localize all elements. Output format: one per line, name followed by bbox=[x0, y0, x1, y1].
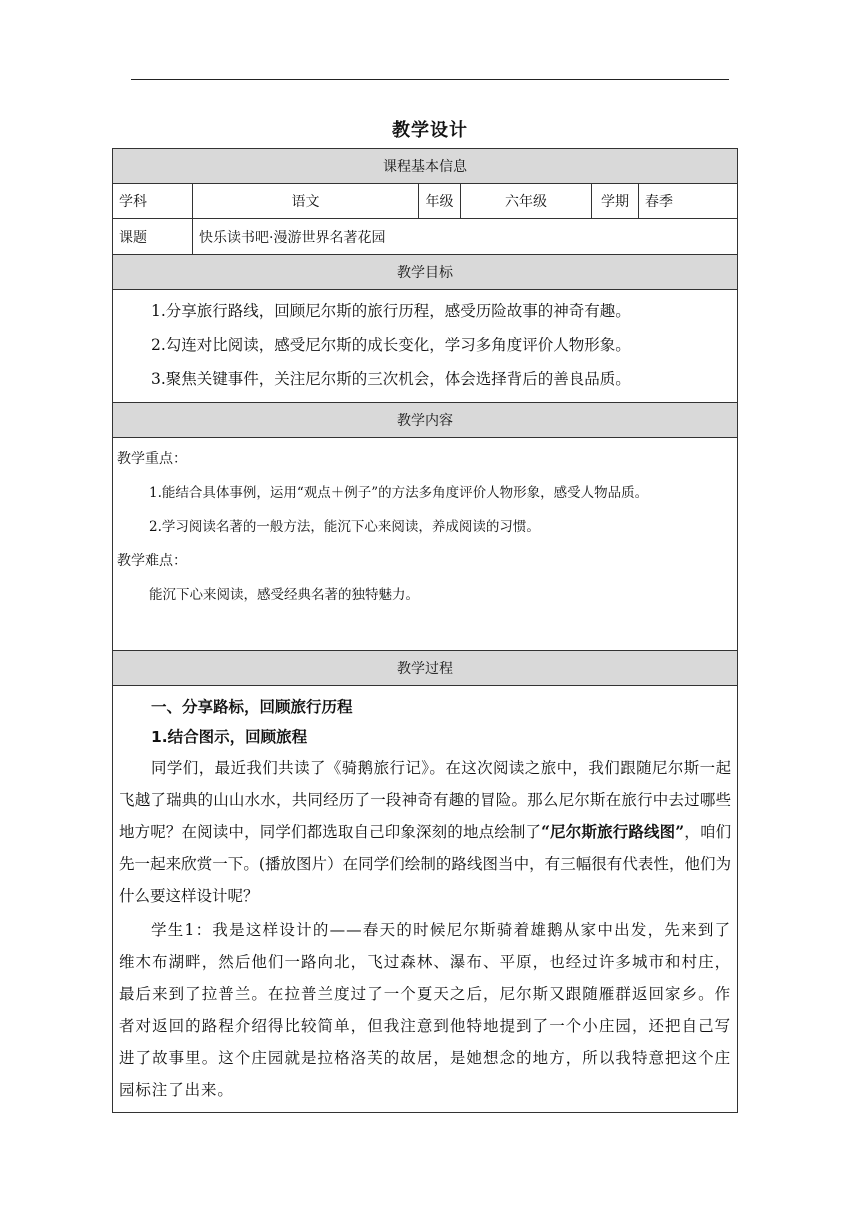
subject-label: 学科 bbox=[113, 184, 193, 219]
goal-item: 3.聚焦关键事件，关注尼尔斯的三次机会，体会选择背后的善良品质。 bbox=[151, 370, 631, 388]
difficulty-label: 教学难点： bbox=[117, 553, 187, 569]
header-rule bbox=[131, 79, 729, 80]
subject-value: 语文 bbox=[193, 184, 419, 219]
key-point-item: 2.学习阅读名著的一般方法，能沉下心来阅读，养成阅读的习惯。 bbox=[149, 519, 540, 535]
topic-label: 课题 bbox=[113, 219, 193, 255]
route-map-title: “尼尔斯旅行路线图” bbox=[541, 822, 685, 841]
lesson-plan-table bbox=[112, 148, 738, 1113]
difficulty-text: 能沉下心来阅读，感受经典名著的独特魅力。 bbox=[149, 587, 419, 603]
content-header: 教学内容 bbox=[113, 403, 738, 438]
grade-label: 年级 bbox=[419, 184, 461, 219]
grade-value: 六年级 bbox=[461, 184, 592, 219]
key-point-item: 1.能结合具体事例，运用“观点＋例子”的方法多角度评价人物形象，感受人物品质。 bbox=[149, 485, 649, 501]
goals-list bbox=[113, 290, 738, 403]
goal-item: 2.勾连对比阅读，感受尼尔斯的成长变化，学习多角度评价人物形象。 bbox=[151, 336, 631, 354]
goal-item: 1.分享旅行路线，回顾尼尔斯的旅行历程，感受历险故事的神奇有趣。 bbox=[151, 302, 631, 320]
page-title: 教学设计 bbox=[392, 120, 468, 141]
term-value: 春季 bbox=[639, 184, 738, 219]
paragraph-student-1: 学生1：我是这样设计的——春天的时候尼尔斯骑着雄鹅从家中出发，先来到了维木布湖畔，然后他们一路向北，飞过森林、瀑布、平原，也经过许多城市和村庄，最后来到了拉普兰。在拉普兰度过了一个夏天之后，尼尔斯又跟随雁群返回家乡。作者对返回的路程介绍得比较简单，但我注意到他特地提到了一个小庄园，还把自己写进了故事里。这个庄园就是拉格洛芙的故居，是她想念的地方，所以我特意把这个庄园标注了出来。 bbox=[119, 921, 732, 1099]
content-body bbox=[113, 438, 738, 651]
section-heading: 一、分享路标，回顾旅行历程 bbox=[151, 698, 353, 716]
key-points-label: 教学重点： bbox=[117, 451, 187, 467]
process-header: 教学过程 bbox=[113, 651, 738, 686]
process-body bbox=[113, 686, 738, 1113]
basic-info-header: 课程基本信息 bbox=[113, 149, 738, 184]
subsection-heading: 1.结合图示，回顾旅程 bbox=[151, 728, 308, 746]
paragraph-intro: 同学们，最近我们共读了《骑鹅旅行记》。在这次阅读之旅中，我们跟随尼尔斯一起飞越了瑞典的山山水水，共同经历了一段神奇有趣的冒险。那么尼尔斯在旅行中去过哪些地方呢？在阅读中，同学们都选取自己印象深刻的地点绘制了“尼尔斯旅行路线图”，咱们先一起来欣赏一下。(播放图片）在同学们绘制的路线图当中，有三幅很有代表性，他们为什么要这样设计呢？ bbox=[119, 759, 732, 905]
topic-value: 快乐读书吧·漫游世界名著花园 bbox=[193, 219, 738, 255]
goals-header: 教学目标 bbox=[113, 255, 738, 290]
term-label: 学期 bbox=[592, 184, 639, 219]
